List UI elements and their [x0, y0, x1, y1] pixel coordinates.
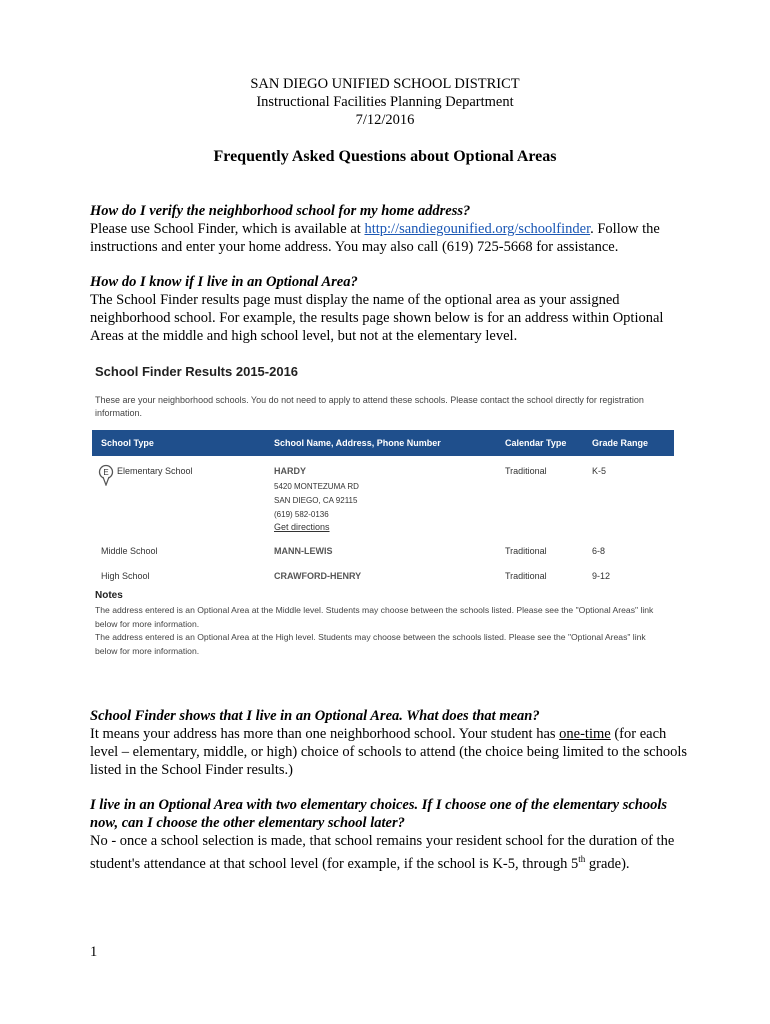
note-middle-level: The address entered is an Optional Area at the Middle level. Students may choose between the schools listed. Please see the "Optional Areas" link below for more information. — [95, 605, 654, 629]
grade-range: 9-12 — [592, 571, 611, 581]
results-table-header — [92, 430, 674, 456]
page-title: Frequently Asked Questions about Optional Areas — [213, 148, 557, 165]
get-directions-link[interactable]: Get directions — [274, 522, 330, 532]
calendar-type: Traditional — [505, 571, 547, 581]
grade-range: 6-8 — [592, 546, 606, 556]
school-address-street: 5420 MONTEZUMA RD — [274, 482, 359, 491]
col-grade-range: Grade Range — [592, 438, 649, 448]
faq-verify-school — [90, 202, 690, 256]
col-school-type: School Type — [101, 438, 154, 448]
school-name: HARDY — [274, 466, 307, 476]
calendar-type: Traditional — [505, 466, 547, 476]
faq-answer: It means your address has more than one neighborhood school. Your student has one-time (for each level – elementary, middle, or high) choice of schools to attend (the choice being limited to the schools listed in the School Finder results.) — [90, 726, 688, 778]
faq-answer: The School Finder results page must display the name of the optional area as your assigned neighborhood school. For example, the results page shown below is for an address within Optional Areas at the middle and high school level, but not at the elementary level. — [90, 292, 664, 344]
faq-question: I live in an Optional Area with two elementary choices. If I choose one of the elementary schools now, can I choose the other elementary school later? — [90, 797, 668, 831]
notes-list — [95, 604, 665, 658]
faq-question: School Finder shows that I live in an Optional Area. What does that mean? — [90, 708, 540, 724]
faq-answer: No - once a school selection is made, that school remains your resident school for the duration of the student's attendance at that school level (for example, if the school is K-5, through 5th grade). — [90, 833, 675, 872]
svg-text:E: E — [103, 468, 109, 477]
map-pin-icon — [98, 464, 114, 486]
calendar-type: Traditional — [505, 546, 547, 556]
school-finder-link[interactable]: http://sandiegounified.org/schoolfinder — [364, 221, 591, 237]
school-type: Middle School — [101, 546, 158, 556]
results-title: School Finder Results 2015-2016 — [95, 364, 299, 379]
school-type: Elementary School — [117, 466, 193, 476]
school-name: CRAWFORD-HENRY — [274, 571, 362, 581]
school-name: MANN-LEWIS — [274, 546, 333, 556]
faq-what-it-means — [90, 707, 690, 779]
department-name: Instructional Facilities Planning Department — [256, 94, 514, 110]
faq-question: How do I verify the neighborhood school for my home address? — [90, 203, 471, 219]
faq-answer: Please use School Finder, which is available at http://sandiegounified.org/schoolfinder. Follow the instructions and enter your home address. You may also call (619) 725-5668 for assistance. — [90, 221, 660, 255]
school-address-city: SAN DIEGO, CA 92115 — [274, 496, 358, 505]
faq-optional-area — [90, 273, 690, 345]
col-school-name: School Name, Address, Phone Number — [274, 438, 441, 448]
faq-question: How do I know if I live in an Optional Area? — [90, 274, 358, 290]
results-intro: These are your neighborhood schools. You do not need to apply to attend these schools. Please contact the school directly for registration information. — [95, 395, 644, 418]
notes-heading: Notes — [95, 590, 123, 601]
faq-choose-later — [90, 796, 690, 873]
school-phone: (619) 582-0136 — [274, 510, 329, 519]
school-type: High School — [101, 571, 150, 581]
col-calendar-type: Calendar Type — [505, 438, 567, 448]
page-number: 1 — [90, 944, 98, 960]
document-date: 7/12/2016 — [355, 112, 415, 128]
note-high-level: The address entered is an Optional Area at the High level. Students may choose between the schools listed. Please see the "Optional Areas" link below for more information. — [95, 632, 646, 656]
district-name: SAN DIEGO UNIFIED SCHOOL DISTRICT — [250, 76, 520, 92]
grade-range: K-5 — [592, 466, 607, 476]
